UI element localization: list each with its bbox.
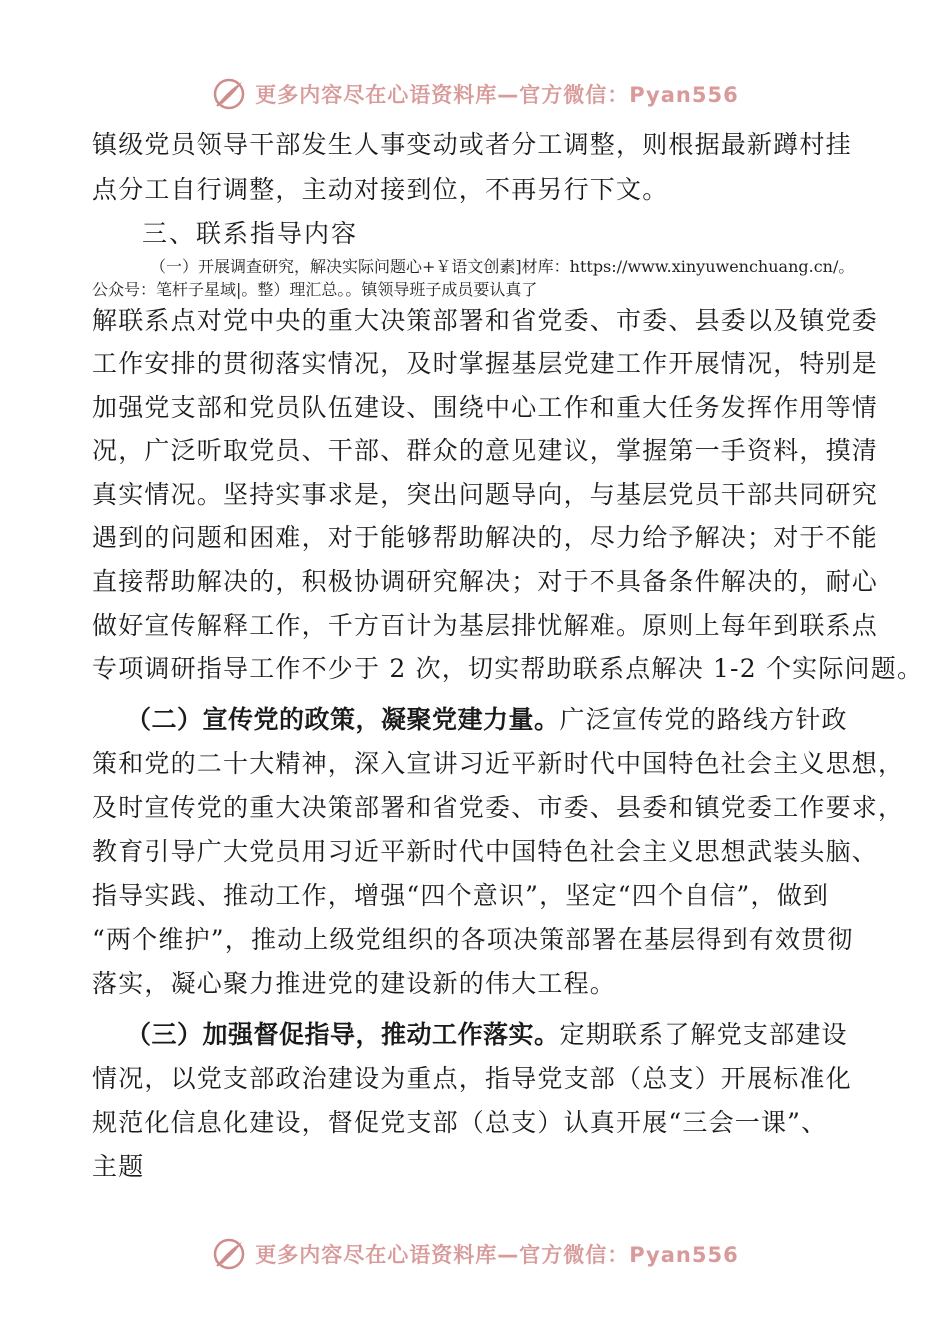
item-3-text: 定期联系了解党支部建设	[559, 1020, 848, 1049]
note-line: （一）开展调查研究，解决实际问题心+￥语文创素]材库：https://www.xinyuwenchuang.cn/。	[150, 257, 855, 276]
paragraph-line: 情况，以党支部政治建设为重点，指导党支部（总支）开展标准化	[92, 1064, 852, 1093]
section-heading: 三、联系指导内容	[142, 219, 359, 248]
paragraph-line: 工作安排的贯彻落实情况，及时掌握基层党建工作开展情况，特别是	[92, 349, 879, 378]
text-line: 镇级党员领导干部发生人事变动或者分工调整，则根据最新蹲村挂	[92, 130, 852, 159]
item-2-text: 广泛宣传党的路线方针政	[559, 705, 848, 734]
paragraph-line: 真实情况。坚持实事求是，突出问题导向，与基层党员干部共同研究	[92, 480, 879, 509]
quill-logo-icon	[211, 76, 247, 112]
item-3-first-line	[126, 1020, 848, 1050]
paragraph-line: 规范化信息化建设，督促党支部（总支）认真开展“三会一课”、	[92, 1108, 828, 1137]
watermark-header	[0, 72, 950, 116]
paragraph-line: 解联系点对党中央的重大决策部署和省党委、市委、县委以及镇党委	[92, 306, 879, 335]
paragraph-line: 直接帮助解决的，积极协调研究解决；对于不具备条件解决的，耐心	[92, 567, 879, 596]
paragraph-line: 做好宣传解释工作，千方百计为基层排忧解难。原则上每年到联系点	[92, 611, 879, 640]
paragraph-line: 主题	[92, 1152, 145, 1181]
paragraph-line: 遇到的问题和困难，对于能够帮助解决的，尽力给予解决；对于不能	[92, 523, 879, 552]
watermark-footer	[0, 1232, 950, 1276]
note-line: 公众号：笔杆子星域|。整）理汇总。。镇领导班子成员要认真了	[92, 280, 538, 299]
paragraph-line: 况，广泛听取党员、干部、群众的意见建议，掌握第一手资料，摸清	[92, 436, 879, 465]
paragraph-line: 指导实践、推动工作，增强“四个意识”，坚定“四个自信”，做到	[92, 881, 830, 910]
quill-logo-icon	[211, 1236, 247, 1272]
watermark-text: 更多内容尽在心语资料库—官方微信：Pyan556	[255, 1243, 739, 1267]
item-2-first-line	[126, 705, 848, 735]
item-2-title: （二）宣传党的政策，凝聚党建力量。	[126, 705, 560, 734]
text-line: 点分工自行调整，主动对接到位，不再另行下文。	[92, 175, 669, 204]
paragraph-line: “两个维护”，推动上级党组织的各项决策部署在基层得到有效贯彻	[92, 925, 854, 954]
item-3-title: （三）加强督促指导，推动工作落实。	[126, 1020, 560, 1049]
paragraph-line: 策和党的二十大精神，深入宣讲习近平新时代中国特色社会主义思想，	[92, 749, 905, 778]
paragraph-line: 专项调研指导工作不少于 2 次，切实帮助联系点解决 1-2 个实际问题。	[92, 654, 924, 683]
watermark-text: 更多内容尽在心语资料库—官方微信：Pyan556	[255, 83, 739, 107]
paragraph-line: 落实，凝心聚力推进党的建设新的伟大工程。	[92, 969, 617, 998]
paragraph-line: 加强党支部和党员队伍建设、围绕中心工作和重大任务发挥作用等情	[92, 393, 879, 422]
paragraph-line: 教育引导广大党员用习近平新时代中国特色社会主义思想武装头脑、	[92, 837, 879, 866]
paragraph-line: 及时宣传党的重大决策部署和省党委、市委、县委和镇党委工作要求，	[92, 793, 905, 822]
